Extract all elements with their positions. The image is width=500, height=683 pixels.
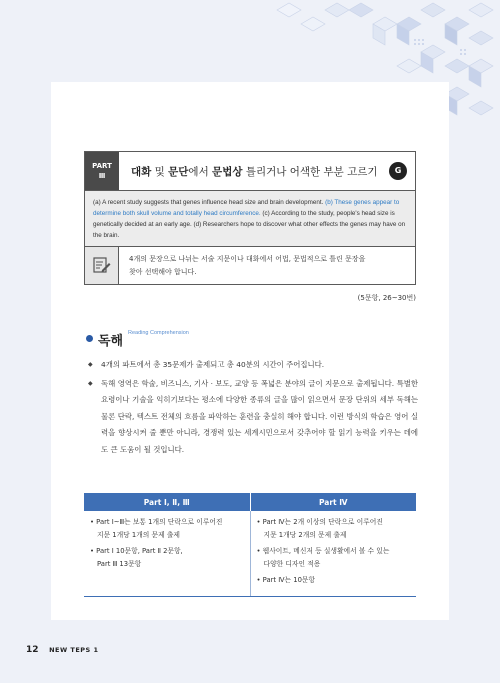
part-badge-number: Ⅲ xyxy=(98,172,106,180)
example-highlight: (b) These genes appear to determine both skull volume and totally head circumference. xyxy=(93,199,400,217)
item-line: 지문 1개당 2개의 문제 출제 xyxy=(263,531,347,539)
book-title: NEW TEPS 1 xyxy=(49,646,99,654)
page-number: 12 xyxy=(26,645,39,655)
table-header-right: Part Ⅳ xyxy=(250,493,416,511)
title-part-6: 틀리거나 어색한 부분 고르기 xyxy=(242,166,378,178)
item-line: 다양한 디자인 적용 xyxy=(263,560,321,568)
section-title: 독해 xyxy=(98,334,124,349)
bullet-dot-icon xyxy=(86,335,93,342)
table-list-item xyxy=(257,516,413,542)
bullet-item: ◆ 독해 영역은 학술, 비즈니스, 기사 · 보도, 교양 등 폭넓은 분야의 글이 지문으로 출제됩니다. 특별한 요령이나 기술을 익히기보다는 평소에 다양한 종류의 글을 많이 읽으면서 문장 단위의 세부 독해는 물론 단락, 텍스트 전체의 흐름을 파악하는 훈련을 충실히 해야 합니다. 이런 방식의 학습은 영어 실력을 향상시켜 줄 뿐만 아니라, 경쟁력 있는 세계시민으로서 갖추어야 할 읽기 능력을 키우는 데에도 큰 도움이 될 것입니다. xyxy=(88,376,418,459)
example-text-2: (c) According to the study, people's head size is genetically decided at an early age. (d) Researchers hope to discover what other effects the genes may have on the brain. xyxy=(93,210,406,239)
item-line: Part Ⅲ 13문항 xyxy=(97,560,142,568)
page-footer xyxy=(26,645,99,655)
title-part-4: 에서 xyxy=(188,166,213,178)
example-passage xyxy=(85,190,415,247)
instruction-line-1: 4개의 문장으로 나뉘는 서술 지문이나 대화에서 어법, 문법적으로 틀린 문장을 xyxy=(129,255,366,263)
table-list-item xyxy=(90,545,246,571)
parts-table xyxy=(84,493,416,597)
item-line: • Part Ⅳ는 2개 이상의 단락으로 이루어진 xyxy=(256,518,383,526)
item-line: • Part Ⅰ 10문항, Part Ⅱ 2문항, xyxy=(90,547,183,555)
table-header-left: Part Ⅰ, Ⅱ, Ⅲ xyxy=(84,493,250,511)
table-cell-right xyxy=(250,511,416,597)
item-line: • Part Ⅳ는 10문항 xyxy=(256,576,316,584)
title-part-2: 및 xyxy=(151,166,169,178)
instruction-line-2: 찾아 선택해야 합니다. xyxy=(129,268,197,276)
instruction-row xyxy=(85,247,415,284)
title-part-1: 대화 xyxy=(131,166,152,178)
item-line: • 웹사이트, 메신저 등 실생활에서 볼 수 있는 xyxy=(256,547,390,555)
section-bullets xyxy=(88,357,418,460)
table-cell-left xyxy=(84,511,250,597)
part3-title xyxy=(131,164,378,179)
table-list-item xyxy=(90,516,246,542)
part-badge xyxy=(85,152,119,190)
title-part-5: 문법상 xyxy=(212,166,243,178)
part3-info-box xyxy=(84,151,416,285)
instruction-text xyxy=(129,253,365,279)
note-pencil-icon xyxy=(93,256,111,274)
example-text-1: (a) A recent study suggests that genes influence head size and brain development. xyxy=(93,199,326,206)
title-part-3: 문단 xyxy=(168,166,189,178)
table-list-item xyxy=(257,574,413,587)
grammar-badge: G xyxy=(389,162,407,180)
note-icon-cell xyxy=(85,247,119,284)
item-line: 지문 1개당 1개의 문제 출제 xyxy=(97,531,180,539)
part3-header xyxy=(85,152,415,190)
table-list-item xyxy=(257,545,413,571)
part-badge-label: PART xyxy=(92,162,112,170)
bullet-item: ◆ 4개의 파트에서 총 35문제가 출제되고 총 40분의 시간이 주어집니다. xyxy=(88,357,418,374)
section-subtitle: Reading Comprehension xyxy=(128,330,189,336)
question-range: (5문항, 26~30번) xyxy=(357,294,416,302)
item-line: • Part Ⅰ~Ⅲ는 보통 1개의 단락으로 이루어진 xyxy=(90,518,223,526)
